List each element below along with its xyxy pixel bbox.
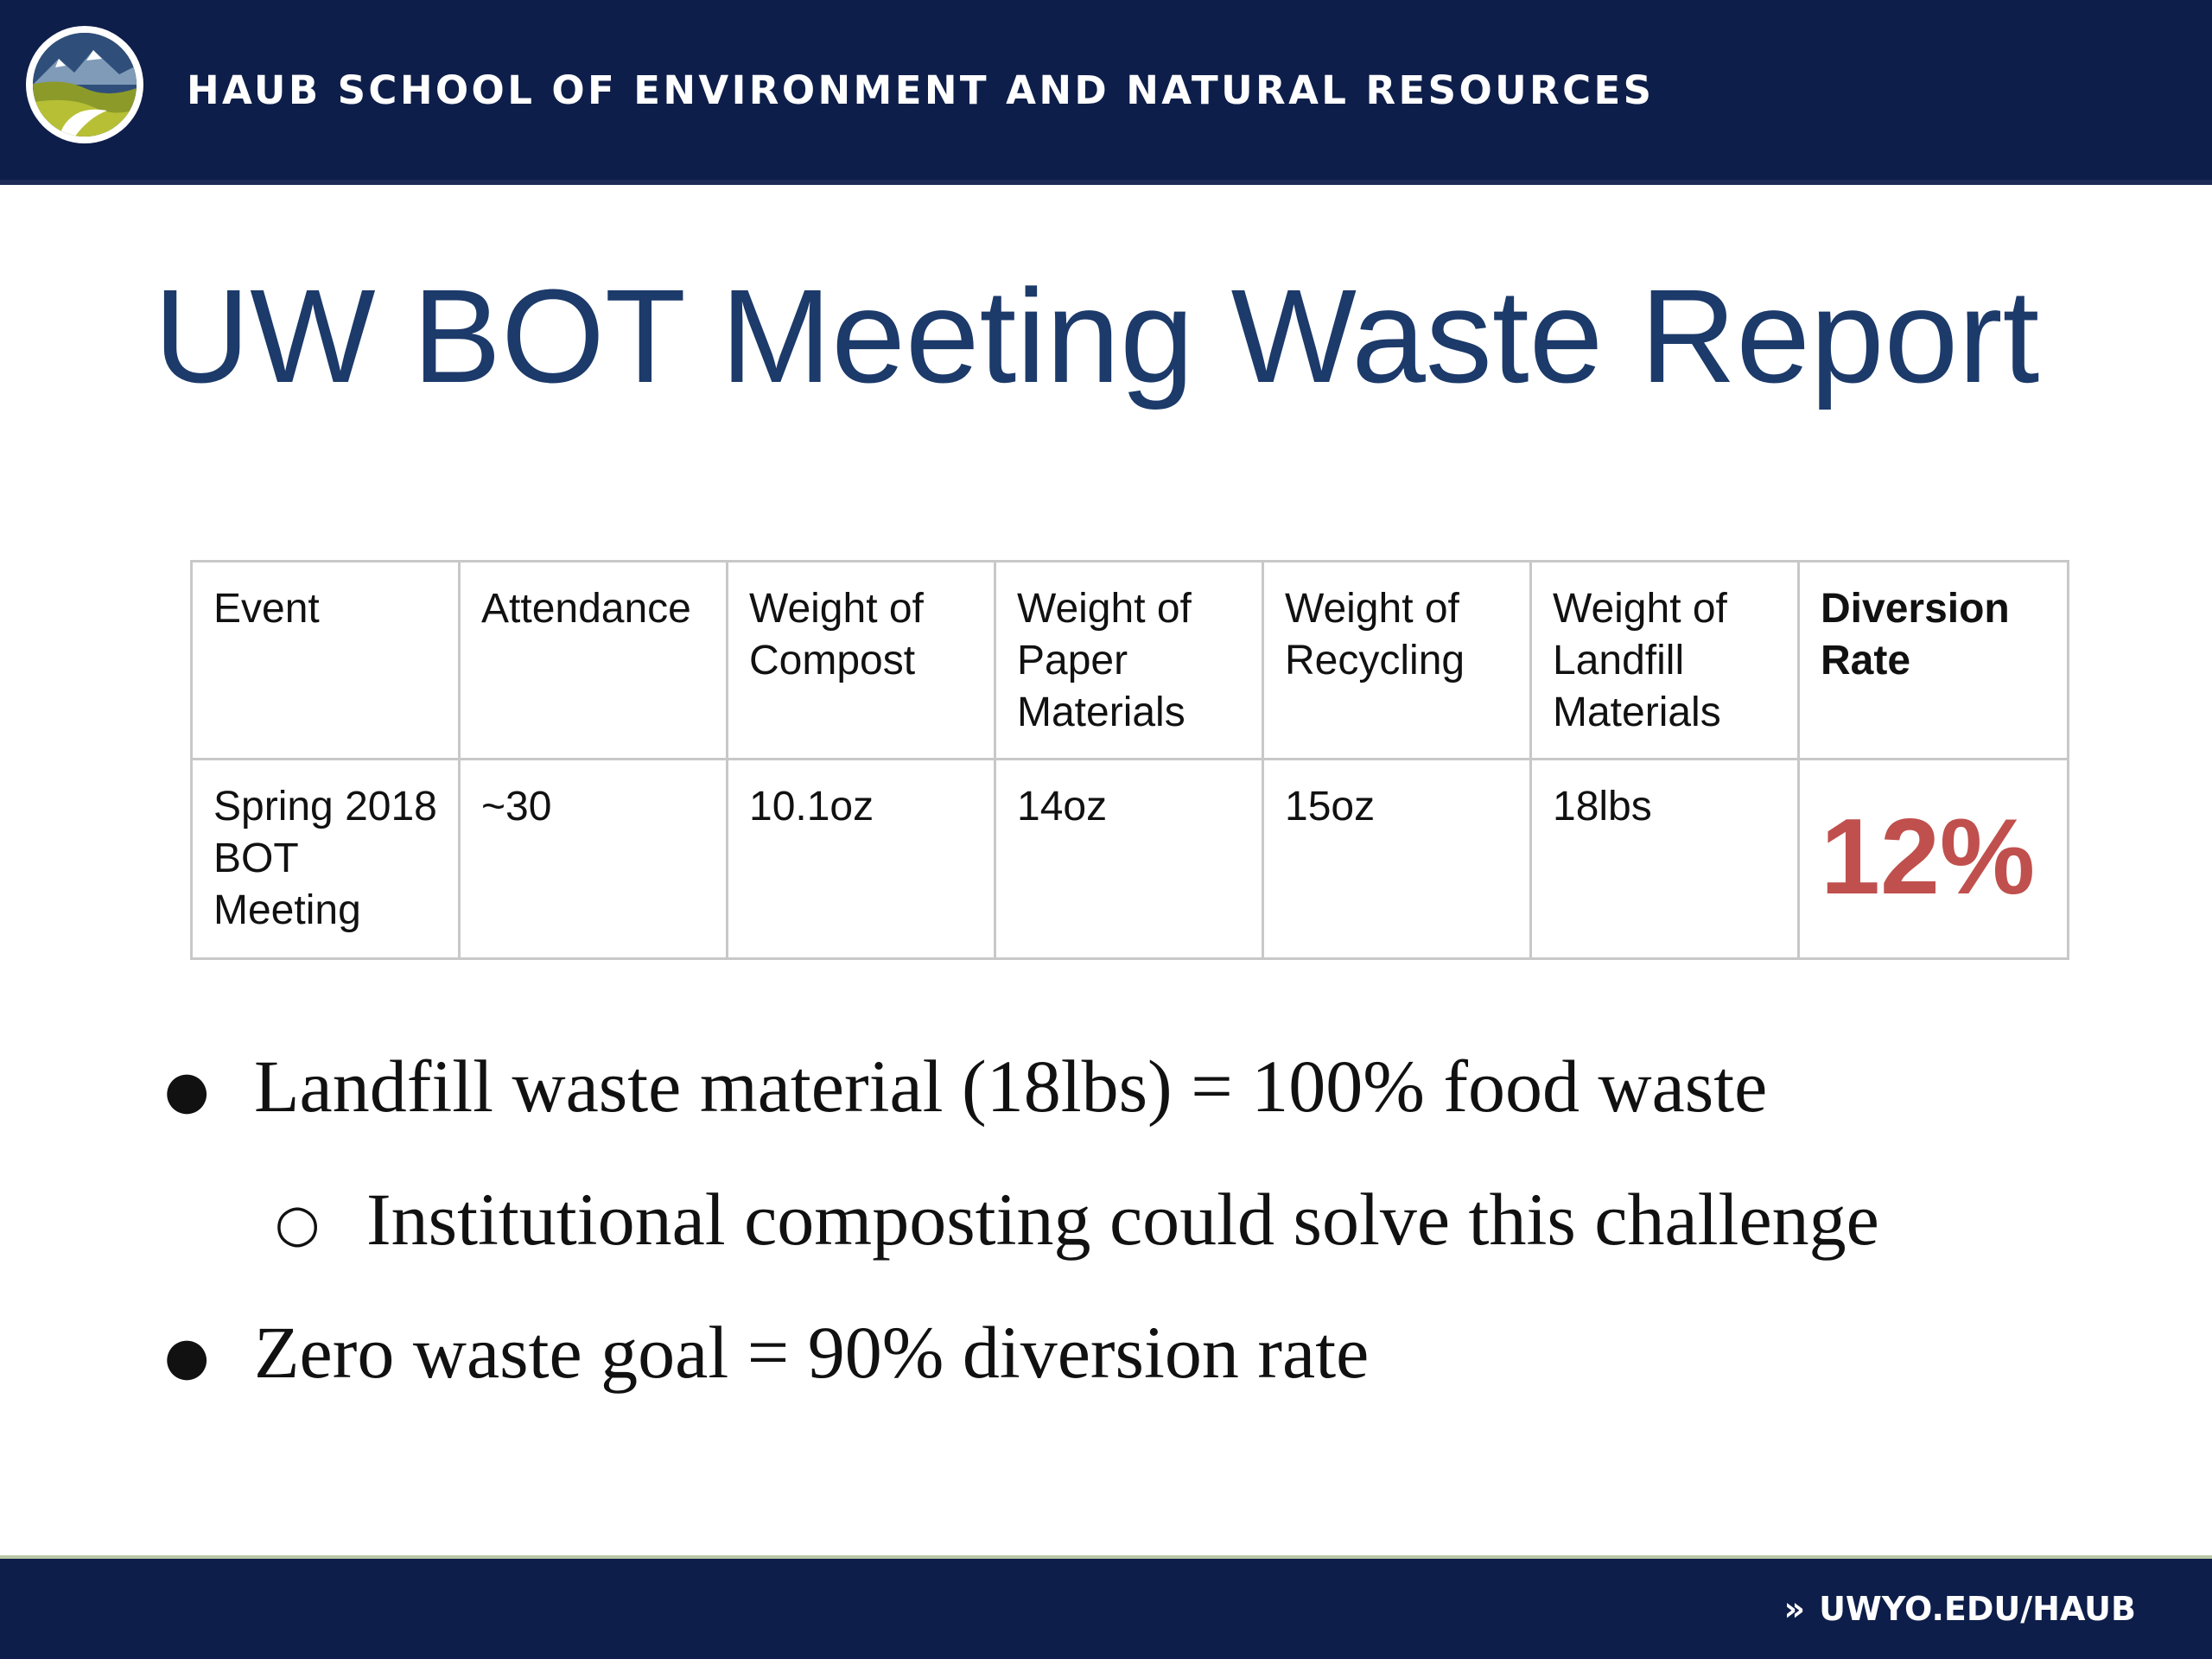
header-paper: Weight of Paper Materials bbox=[995, 562, 1263, 760]
waste-report-table bbox=[190, 560, 2069, 960]
header-attendance: Attendance bbox=[460, 562, 728, 760]
header-landfill: Weight of Landfill Materials bbox=[1531, 562, 1799, 760]
cell-compost: 10.1oz bbox=[728, 760, 995, 959]
table-header-row bbox=[192, 562, 2069, 760]
chevron-right-icon: » bbox=[1783, 1590, 1806, 1628]
table-row bbox=[192, 760, 2069, 959]
cell-paper: 14oz bbox=[995, 760, 1263, 959]
cell-landfill: 18lbs bbox=[1531, 760, 1799, 959]
haub-school-logo-icon bbox=[24, 24, 145, 145]
bullet-circle-icon: ○ bbox=[275, 1193, 321, 1254]
cell-attendance: ~30 bbox=[460, 760, 728, 959]
header-recycling: Weight of Recycling bbox=[1263, 562, 1531, 760]
cell-recycling: 15oz bbox=[1263, 760, 1531, 959]
bullet-item: Zero waste goal = 90% diversion rate bbox=[254, 1311, 1370, 1394]
footer-link-text[interactable]: UWYO.EDU/HAUB bbox=[1819, 1590, 2136, 1628]
bullet-item: Landfill waste material (18lbs) = 100% food waste bbox=[254, 1045, 1768, 1128]
school-name: HAUB SCHOOL OF ENVIRONMENT AND NATURAL RESOURCES bbox=[187, 67, 1655, 113]
footer-website-link[interactable] bbox=[1784, 1590, 2137, 1628]
diversion-rate-value: 12% bbox=[1821, 798, 2036, 917]
slide-title: UW BOT Meeting Waste Report bbox=[154, 262, 2040, 410]
header-compost: Weight of Compost bbox=[728, 562, 995, 760]
sub-bullet-item: Institutional composting could solve this challenge bbox=[366, 1178, 1879, 1261]
header-diversion-rate: Diversion Rate bbox=[1799, 562, 2069, 760]
header-event: Event bbox=[192, 562, 460, 760]
cell-diversion-rate bbox=[1799, 760, 2069, 959]
bullet-disc-icon: ● bbox=[164, 1326, 210, 1387]
cell-event: Spring 2018 BOT Meeting bbox=[192, 760, 460, 959]
header-divider bbox=[0, 180, 2212, 185]
bullet-disc-icon: ● bbox=[164, 1060, 210, 1121]
